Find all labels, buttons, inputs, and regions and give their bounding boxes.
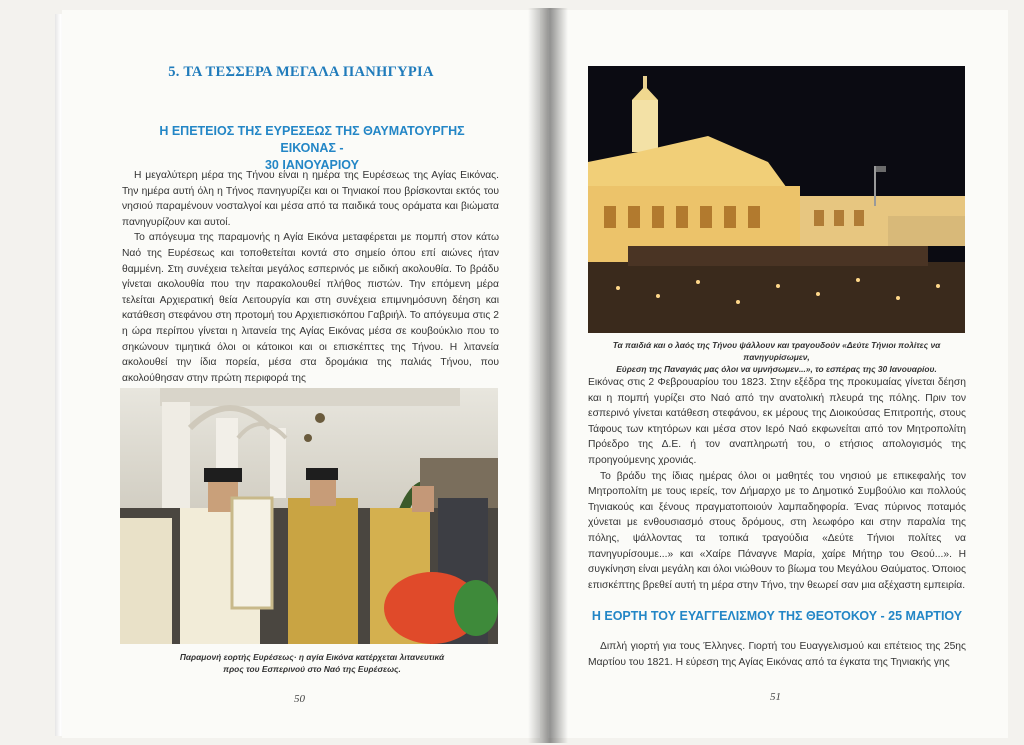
paragraph: Διπλή γιορτή για τους Έλληνες. Γιορτή του Ευαγγελισμού και επέτειος της 25ης Μαρτίου του 1821. Η εύρεση της Αγίας Εικόνας από τα έγκατα της Τηνιακής γης xyxy=(588,641,966,668)
right-page xyxy=(548,10,1008,738)
procession-illustration xyxy=(120,388,498,644)
photo-caption xyxy=(132,651,492,675)
paragraph: Το απόγευμα της παραμονής η Αγία Εικόνα μεταφέρεται με πομπή στον κάτω Ναό της Ευρέσεως και τοποθετείται κοντά στο σημείο όπου επί αιώνες ήταν θαμμένη. Στη συνέχεια τελείται μεγάλος εσπερινός με ειδική ακολουθία. Το βράδυ γίνεται ακολουθία που την παρακολουθεί πλήθος πιστών. Την επόμενη μέρα τελείται Αρχιερατική θεία Λειτουργία και στη συνέχεια επιμνημόσυνη δέηση και κατάθεση στεφάνου στη προτομή του Αρχιεπισκόπου Γαβριήλ. Το απόγευμα στις 2 η ώρα περίπου γίνεται η λιτανεία της Αγίας Εικόνας μέσα σε κουβούκλιο που το σηκώνουν τιμητικά όλοι οι κάτοικοι και οι επισκέπτες της Τήνου. Η λιτανεία ακολουθεί την ίδια πορεία, μέσα στα δρομάκια της παλιάς Τήνου, που ακολούθησαν στην πρώτη περιφορά της xyxy=(122,232,499,384)
paragraph: Το βράδυ της ίδιας ημέρας όλοι οι μαθητές του νησιού με επικεφαλής τον Μητροπολίτη με τους ιερείς, τον Δήμαρχο με το Δημοτικό Συμβούλιο και πολλούς Τηνιακούς και ξένους πραγματοποιούν λαμπαδηφορία. Ένας πύρινος ποταμός χύνεται με ενθουσιασμό στους δρόμους, στη λεωφόρο και στην παραλία της πόλης, ψάλλοντας τα τοπικά τραγούδια «Δεύτε Τήνιοι πολίτες να πανηγυρίσουμε...» και «Χαίρε Πάναγνε Μαρία, χαίρε Μήτηρ του Θεού...». Η συγκίνηση είναι μεγάλη και όλοι νιώθουν το βίωμα του Μεγάλου Θαύματος. Όποιος επισκέπτης βρεθεί αυτή τη μέρα στην Τήνο, την θεωρεί σαν μια αξέχαστη εμπειρία. xyxy=(588,470,966,591)
section-heading: Η ΕΟΡΤΗ ΤΟΥ ΕΥΑΓΓΕΛΙΣΜΟΥ ΤΗΣ ΘΕΟΤΟΚΟΥ - 25 ΜΑΡΤΙΟΥ xyxy=(591,609,963,623)
photo-caption xyxy=(588,339,965,375)
caption-line: Παραμονή εορτής Ευρέσεως· η αγία Εικόνα κατέρχεται λιτανευτικά xyxy=(179,652,445,662)
church-night-photo xyxy=(588,66,965,333)
book-gutter-shadow xyxy=(528,8,568,743)
left-page xyxy=(62,10,540,738)
caption-line: Τα παιδιά και ο λαός της Τήνου ψάλλουν και τραγουδούν «Δεύτε Τήνιοι πολίτες να πανηγυρίσωμεν, xyxy=(612,340,941,362)
paragraph: Η μεγαλύτερη μέρα της Τήνου είναι η ημέρα της Ευρέσεως της Αγίας Εικόνας. Την ημέρα αυτή όλη η Τήνος πανηγυρίζει και οι Τηνιακοί που βρίσκονται εκτός του νησιού παραμένουν νοσταλγοί και μέσα από τα παιδικά τους οράματα και βιώματα πανηγυρίζουν και αυτοί. xyxy=(122,170,499,228)
chapter-title: 5. ΤΑ ΤΕΣΣΕΡΑ ΜΕΓΑΛΑ ΠΑΝΗΓΥΡΙΑ xyxy=(168,64,434,80)
page-number: 51 xyxy=(770,691,781,703)
procession-photo xyxy=(120,388,498,644)
section-heading xyxy=(132,123,492,174)
left-body-text xyxy=(122,168,499,384)
paragraph: Εικόνας στις 2 Φεβρουαρίου του 1823. Στην εξέδρα της προκυμαίας γίνεται δέηση και η πομπή γυρίζει στο Ναό από την ανατολική πλευρά της πόλης. Πριν τον εσπερινό γίνεται κατάθεση στεφάνου, εκ μέρους της Διοικούσας Επιτροπής, στους Τάφους των κτητόρων και μέσα στον Ιερό Ναό εκφωνείται από τον Μητροπολίτη Πρόεδρο της Δ.Ε. ή τον αναπληρωτή του, ο ετήσιος απολογισμός της προηγούμενης χρονιάς. xyxy=(588,377,966,466)
section-heading-line: 30 ΙΑΝΟΥΑΡΙΟΥ xyxy=(264,158,360,172)
caption-line: προς του Εσπερινού στο Ναό της Ευρέσεως. xyxy=(223,664,401,674)
church-illustration xyxy=(588,66,965,333)
caption-line: Εύρεση της Παναγιάς μας όλοι να υμνήσωμεν...», το εσπέρας της 30 Ιανουαρίου. xyxy=(616,364,937,374)
section-heading-line: Η ΕΠΕΤΕΙΟΣ ΤΗΣ ΕΥΡΕΣΕΩΣ ΤΗΣ ΘΑΥΜΑΤΟΥΡΓΗΣ ΕΙΚΟΝΑΣ - xyxy=(159,124,465,155)
right-body-text-2 xyxy=(588,639,966,671)
page-number: 50 xyxy=(294,693,305,705)
right-body-text xyxy=(588,375,966,589)
